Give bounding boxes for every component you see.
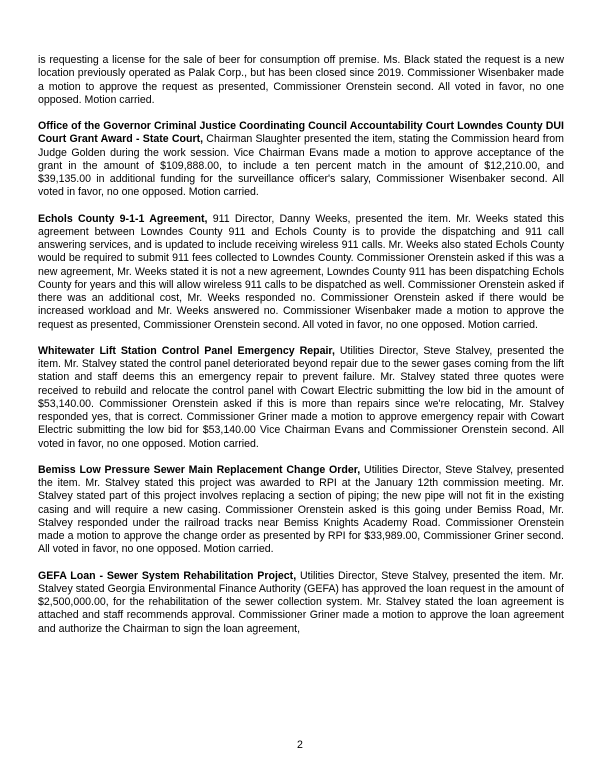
paragraph-heading: GEFA Loan - Sewer System Rehabilitation Project,: [38, 569, 297, 582]
paragraph-echols-911: [38, 213, 564, 332]
paragraph-text: Utilities Director, Steve Stalvey, presented the item. Mr. Stalvey stated Georgia Environmental Finance Authority (GEFA) has approved the loan request in the amount of $2,500,000.00, for the rehabilitation of the sewer collection system. Mr. Stalvey stated the loan agreement is attached and staff recommends approval. Commissioner Griner made a motion to approve the loan agreement and authorize the Chairman to sign the loan agreement,: [38, 569, 564, 635]
document-body: [38, 54, 564, 649]
page-number: 2: [297, 739, 303, 751]
paragraph-bemiss-sewer: [38, 464, 564, 557]
paragraph-gefa-loan: [38, 570, 564, 636]
paragraph-dui-court-grant: [38, 120, 564, 200]
paragraph-heading: Echols County 9-1-1 Agreement,: [38, 212, 208, 225]
paragraph-heading: Whitewater Lift Station Control Panel Emergency Repair,: [38, 344, 335, 357]
paragraph-text: Utilities Director, Steve Stalvey, presented the item. Mr. Stalvey stated the control panel deteriorated beyond repair due to the sewer gases coming from the lift station and staff deems this an emergency repair to prevent failure. Mr. Stalvey stated three quotes were received to rebuild and relocate the control panel with Cowart Electric submitting the low bid in the amount of $53,140.00. Commissioner Orenstein asked if this is more than repairs since we're relocating, Mr. Stalvey responded yes, that is correct. Commissioner Griner made a motion to approve emergency repair with Cowart Electric submitting the low bid for $53,140.00 Vice Chairman Evans and Commissioner Orenstein second. All voted in favor, no one opposed. Motion carried.: [38, 344, 565, 450]
paragraph-heading: Office of the Governor Criminal Justice Coordinating Council Accountability Court Lowndes County DUI Court Grant Award - State Court,: [38, 120, 564, 146]
paragraph-text: Utilities Director, Steve Stalvey, presented the item. Mr. Stalvey stated this project was awarded to RPI at the January 12th commission meeting. Mr. Stalvey stated part of this project involves replacing a section of piping; the new pipe will not fit in the existing casing and will require a new casing. Commissioner Orenstein asked is this going under Bemiss Road, Mr. Stalvey responded under the railroad tracks near Bemiss Knights Academy Road. Commissioner Orenstein made a motion to approve the change order as presented by RPI for $33,989.00, Commissioner Griner second. All voted in favor, no one opposed. Motion carried.: [38, 463, 564, 556]
paragraph-whitewater-lift-station: [38, 345, 564, 451]
paragraph-text: Chairman Slaughter presented the item, stating the Commission heard from Judge Golden during the work session. Vice Chairman Evans made a motion to approve acceptance of the grant in the amount of $109,888.00, to include a ten percent match in the amount of $12,210.00, and $39,135.00 in additional funding for the surveillance officer's salary, Commissioner Wisenbaker second. All voted in favor, no one opposed. Motion carried.: [38, 133, 564, 199]
paragraph-text: is requesting a license for the sale of beer for consumption off premise. Ms. Black stated the request is a new location previously operated as Palak Corp., but has been closed since 2019. Commissioner Wisenbaker made a motion to approve the request as presented, Commissioner Orenstein second. All voted in favor, no one opposed. Motion carried.: [38, 54, 564, 106]
paragraph-text: 911 Director, Danny Weeks, presented the item. Mr. Weeks stated this agreement between Lowndes County 911 and Echols County is to provide the dispatching and 911 call answering services, and is updated to include receiving wireless 911 calls. Mr. Weeks also stated Echols County would be required to submit 911 fees collected to Lowndes County. Commissioner Orenstein asked if this was a new agreement, Mr. Weeks stated it is not a new agreement, Lowndes County 911 has been dispatching Echols County for years and this will allow wireless 911 calls to be dispatched as well. Commissioner Orenstein asked if there was an additional cost, Mr. Weeks responded no. Commissioner Orenstein asked if there would be increased workload and Mr. Weeks answered no. Commissioner Wisenbaker made a motion to approve the request as presented, Commissioner Orenstein second. All voted in favor, no one opposed. Motion carried.: [38, 212, 565, 331]
paragraph-heading: Bemiss Low Pressure Sewer Main Replacement Change Order,: [38, 463, 361, 476]
paragraph-beer-license: [38, 54, 564, 107]
